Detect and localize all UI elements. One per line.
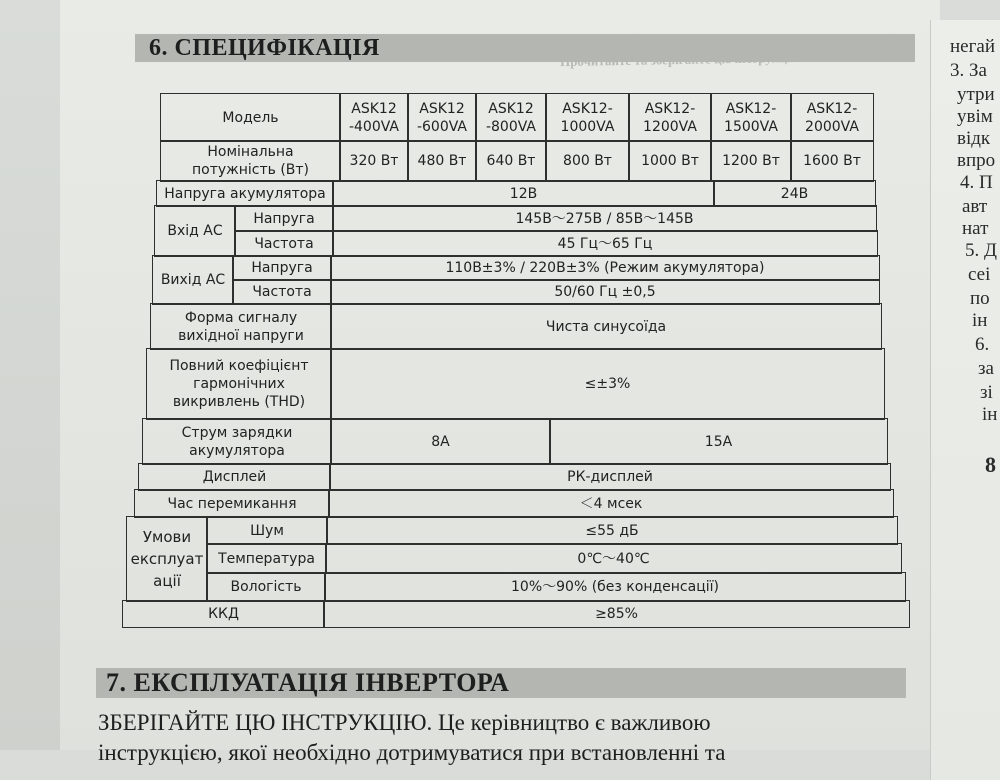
- power-1500: 1200 Вт: [710, 140, 792, 182]
- ac-output-freq-label: Частота: [232, 279, 332, 305]
- ac-input-freq: 45 Гц～65 Гц: [332, 230, 878, 257]
- power-800: 640 Вт: [475, 140, 547, 182]
- waveform-value: Чиста синусоїда: [330, 303, 882, 350]
- power-600: 480 Вт: [407, 140, 477, 182]
- model-1000: ASK12- 1000VA: [545, 93, 630, 142]
- right-line: утри: [957, 84, 995, 105]
- ac-output-label: Вихід АС: [152, 255, 234, 305]
- power-2000: 1600 Вт: [790, 140, 874, 182]
- model-800: ASK12 -800VA: [475, 93, 547, 142]
- noise-label: Шум: [206, 516, 328, 545]
- display-value: РК-дисплей: [329, 463, 891, 491]
- right-line: впро: [957, 150, 996, 171]
- temperature-value: 0℃～40℃: [325, 543, 902, 574]
- right-line: 3. За: [950, 60, 987, 81]
- right-line: 6.: [975, 334, 990, 355]
- right-line: ін: [982, 404, 998, 425]
- model-600: ASK12 -600VA: [407, 93, 477, 142]
- right-heading: 8: [985, 452, 996, 477]
- right-line: ін: [972, 310, 988, 331]
- display-label: Дисплей: [138, 463, 331, 491]
- charge-current-8a: 8A: [330, 418, 551, 465]
- right-line: 4. П: [960, 172, 993, 193]
- noise-value: ≤55 дБ: [326, 516, 898, 545]
- model-label: Модель: [160, 93, 341, 142]
- model-1500: ASK12- 1500VA: [710, 93, 792, 142]
- ac-input-label: Вхід АС: [154, 205, 236, 257]
- right-line: по: [970, 288, 990, 309]
- ac-output-freq: 50/60 Гц ±0,5: [330, 279, 880, 305]
- right-line: увім: [957, 106, 993, 127]
- section-7-line-2: інструкцією, якої необхідно дотримуватися при встановленні та: [98, 740, 726, 765]
- humidity-label: Вологість: [206, 572, 326, 602]
- right-line: відк: [957, 128, 991, 149]
- ac-input-freq-label: Частота: [234, 230, 334, 257]
- section-7-text: [98, 708, 918, 768]
- thd-value: ≤±3%: [330, 348, 885, 420]
- right-line: за: [978, 358, 994, 379]
- efficiency-label: ККД: [122, 600, 325, 628]
- battery-voltage-24v: 24В: [713, 180, 876, 207]
- right-line: авт: [962, 196, 988, 217]
- power-label: Номінальна потужність (Вт): [160, 140, 341, 182]
- right-line: нат: [962, 218, 989, 239]
- power-1000: 800 Вт: [545, 140, 630, 182]
- section-7-title: 7. ЕКСПЛУАТАЦІЯ ІНВЕРТОРА: [96, 668, 906, 698]
- right-line: 5. Д: [965, 240, 997, 261]
- right-line: зі: [980, 382, 993, 403]
- ac-input-voltage-label: Напруга: [234, 205, 334, 232]
- charge-current-label: Струм зарядки акумулятора: [142, 418, 332, 465]
- efficiency-value: ≥85%: [323, 600, 910, 628]
- conditions-label: Умови експлуат ації: [126, 516, 208, 602]
- battery-voltage-12v: 12В: [332, 180, 715, 207]
- charge-current-15a: 15A: [549, 418, 888, 465]
- section-6-title: 6. СПЕЦИФІКАЦІЯ: [135, 34, 915, 62]
- section-7-line-1: ЗБЕРІГАЙТЕ ЦЮ ІНСТРУКЦІЮ. Це керівництво є важливою: [98, 710, 711, 735]
- model-2000: ASK12- 2000VA: [790, 93, 874, 142]
- right-line: негай: [950, 36, 995, 57]
- right-line: сеі: [968, 264, 991, 285]
- temperature-label: Температура: [206, 543, 327, 574]
- power-1200: 1000 Вт: [628, 140, 712, 182]
- power-400: 320 Вт: [339, 140, 409, 182]
- ac-output-voltage: 110В±3% / 220В±3% (Режим акумулятора): [330, 255, 880, 281]
- ac-output-voltage-label: Напруга: [232, 255, 332, 281]
- thd-label: Повний коефіцієнт гармонічних викривлень (THD): [146, 348, 332, 420]
- model-400: ASK12 -400VA: [339, 93, 409, 142]
- ac-input-voltage: 145В～275В / 85В～145В: [332, 205, 877, 232]
- switch-time-value: ＜4 мсек: [328, 489, 894, 518]
- humidity-value: 10%～90% (без конденсації): [324, 572, 906, 602]
- model-1200: ASK12- 1200VA: [628, 93, 712, 142]
- battery-voltage-label: Напруга акумулятора: [156, 180, 334, 207]
- waveform-label: Форма сигналу вихідної напруги: [150, 303, 332, 350]
- switch-time-label: Час перемикання: [134, 489, 330, 518]
